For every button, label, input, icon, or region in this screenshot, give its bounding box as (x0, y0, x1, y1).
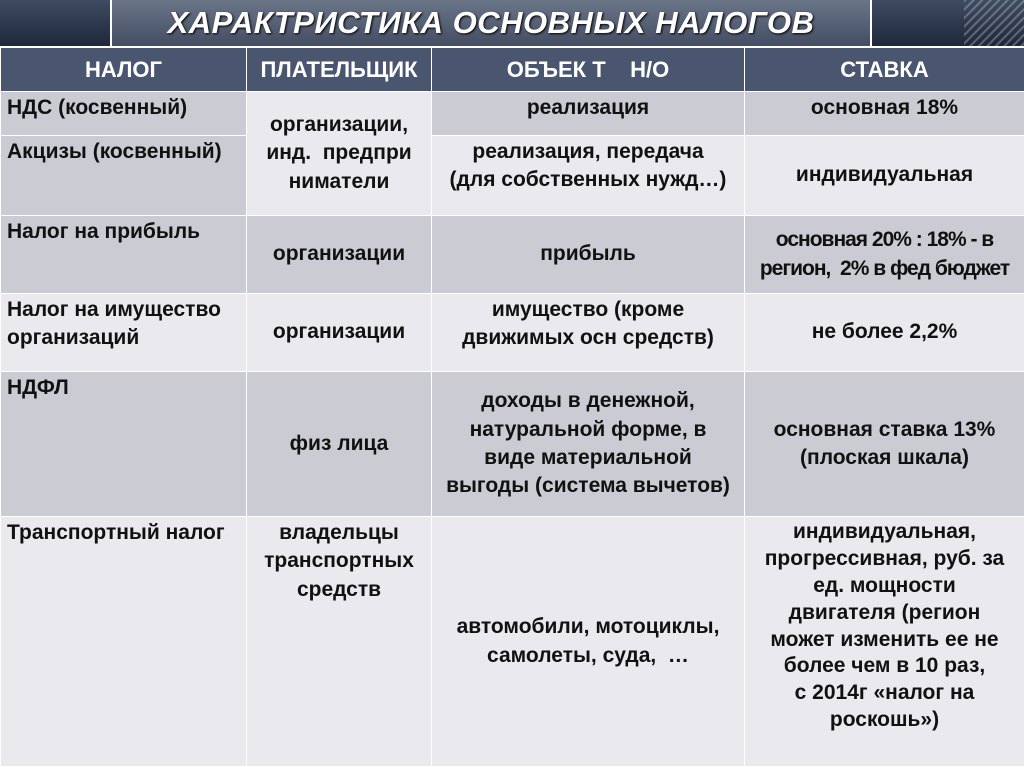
cell-tax-imushchestvo (1, 294, 247, 372)
cell-rate-transport (745, 517, 1024, 767)
cell-tax-akcizy: Акцизы (косвенный) (1, 136, 247, 216)
object-line: автомобили, мотоциклы, (456, 615, 720, 639)
rate-line: с 2014г «налог на (794, 681, 975, 705)
payer-line: владельцы (279, 521, 399, 544)
cell-payer-ndfl: физ лица (247, 372, 432, 517)
rate-line: ед. мощности (813, 573, 956, 597)
cell-rate-nds: основная 18% (745, 92, 1024, 136)
cell-tax-nds: НДС (косвенный) (1, 92, 247, 136)
object-line: (для собственных нужд…) (449, 168, 727, 192)
slide-title: ХАРАКТРИСТИКА ОСНОВНЫХ НАЛОГОВ (167, 5, 815, 40)
cell-object-ndfl (432, 372, 745, 517)
taxes-table (0, 47, 1024, 767)
rate-line: роскошь») (829, 708, 940, 732)
object-line: виде материальной (484, 446, 692, 469)
cell-rate-imushchestvo: не более 2,2% (745, 294, 1024, 372)
cell-rate-pribyl (745, 216, 1024, 294)
column-header-object: ОБЪЕК Т Н/О (432, 48, 745, 92)
rate-line: основная 20% : 18% - в (775, 228, 994, 252)
table-row-ndfl (1, 372, 1024, 517)
payer-line: ниматели (288, 169, 390, 193)
object-line: реализация, передача (472, 140, 704, 163)
cell-rate-akcizy: индивидуальная (745, 136, 1024, 216)
column-header-payer: ПЛАТЕЛЬЩИК (247, 48, 432, 92)
cell-object-imushchestvo (432, 294, 745, 372)
rate-line: (плоская шкала) (800, 446, 969, 469)
rate-line: прогрессивная, руб. за (764, 546, 1005, 570)
rate-line: индивидуальная, (792, 520, 977, 543)
table-row-transport (1, 517, 1024, 767)
payer-line: организации, (269, 112, 409, 136)
payer-line: средств (296, 577, 382, 601)
rate-line: основная ставка 13% (773, 417, 996, 441)
rate-line: регион, 2% в фед бюджет (759, 256, 1010, 280)
payer-line: инд. предпри (266, 141, 412, 165)
object-line: выгоды (система вычетов) (446, 474, 730, 498)
rate-line: может изменить ее не (770, 627, 999, 651)
cell-payer-nds-akcizy (247, 92, 432, 216)
table-header-row (1, 48, 1024, 92)
tax-line: организаций (7, 326, 140, 350)
cell-payer-pribyl: организации (247, 216, 432, 294)
object-line: доходы в денежной, (481, 389, 695, 413)
table-row-pribyl (1, 216, 1024, 294)
cell-object-pribyl: прибыль (432, 216, 745, 294)
decorative-stripes (964, 0, 1024, 46)
rate-line: двигателя (регион (788, 600, 981, 624)
cell-payer-transport (247, 517, 432, 767)
slide-title-box (110, 0, 872, 48)
object-line: имущество (кроме (491, 298, 685, 321)
cell-payer-imushchestvo: организации (247, 294, 432, 372)
cell-object-transport (432, 517, 745, 767)
object-line: самолеты, суда, … (487, 643, 689, 667)
rate-line: более чем в 10 раз, (783, 654, 986, 678)
table-row-imushchestvo (1, 294, 1024, 372)
cell-object-akcizy (432, 136, 745, 216)
cell-tax-ndfl: НДФЛ (1, 372, 247, 517)
cell-tax-transport: Транспортный налог (1, 517, 247, 767)
cell-rate-ndfl (745, 372, 1024, 517)
column-header-rate: СТАВКА (745, 48, 1024, 92)
cell-object-nds: реализация (432, 92, 745, 136)
column-header-tax: НАЛОГ (1, 48, 247, 92)
cell-tax-pribyl: Налог на прибыль (1, 216, 247, 294)
payer-line: транспортных (264, 549, 414, 573)
tax-line: Налог на имущество (7, 298, 221, 321)
object-line: движимых осн средств) (462, 326, 714, 350)
table-row-akcizy (1, 136, 1024, 216)
object-line: натуральной форме, в (469, 417, 707, 441)
table-row-nds (1, 92, 1024, 136)
